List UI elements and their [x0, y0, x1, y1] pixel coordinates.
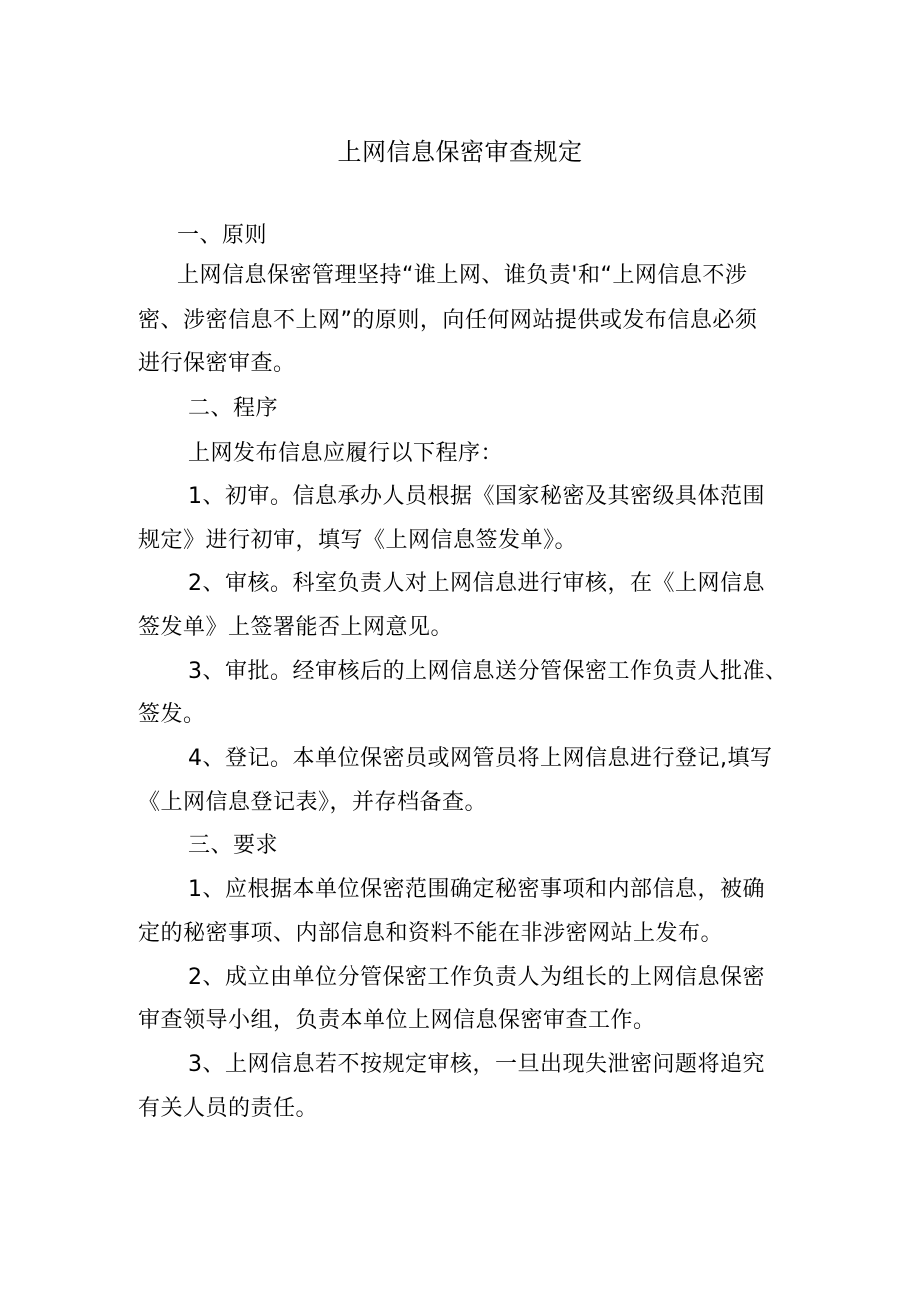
- paragraph-line: 《上网信息登记表》，并存档备查。: [138, 790, 488, 815]
- paragraph-line: 有关人员的责任。: [138, 1096, 319, 1121]
- paragraph-line: 2、成立由单位分管保密工作负责人为组长的上网信息保密: [188, 965, 765, 990]
- paragraph-line: 定的秘密事项、内部信息和资料不能在非涉密网站上发布。: [138, 921, 724, 946]
- paragraph-line: 密、涉密信息不上网”的原则，向任何网站提供或发布信息必须: [138, 308, 758, 333]
- paragraph-line: 4、登记。本单位保密员或网管员将上网信息进行登记,填写: [188, 746, 773, 771]
- paragraph-line: 1、应根据本单位保密范围确定秘密事项和内部信息，被确: [188, 877, 765, 902]
- section-heading: 二、程序: [188, 396, 279, 421]
- paragraph-line: 3、审批。经审核后的上网信息送分管保密工作负责人批准、: [188, 659, 788, 684]
- paragraph-line: 2、审核。科室负责人对上网信息进行审核，在《上网信息: [188, 571, 765, 596]
- section-heading: 一、原则: [177, 223, 268, 248]
- paragraph-line: 上网信息保密管理坚持“谁上网、谁负责'和“上网信息不涉: [177, 263, 748, 288]
- section-heading: 三、要求: [188, 833, 279, 858]
- paragraph-line: 规定》进行初审，填写《上网信息签发单》。: [138, 528, 578, 553]
- paragraph-line: 进行保密审查。: [138, 351, 296, 376]
- paragraph-line: 3、上网信息若不按规定审核，一旦出现失泄密问题将追究: [188, 1052, 765, 1077]
- paragraph-line: 签发。: [138, 702, 206, 727]
- document-title: 上网信息保密审查规定: [337, 138, 583, 166]
- paragraph-line: 上网发布信息应履行以下程序：: [188, 441, 504, 466]
- paragraph-line: 审查领导小组，负责本单位上网信息保密审查工作。: [138, 1008, 656, 1033]
- paragraph-line: 签发单》上签署能否上网意见。: [138, 615, 454, 640]
- paragraph-line: 1、初审。信息承办人员根据《国家秘密及其密级具体范围: [188, 484, 765, 509]
